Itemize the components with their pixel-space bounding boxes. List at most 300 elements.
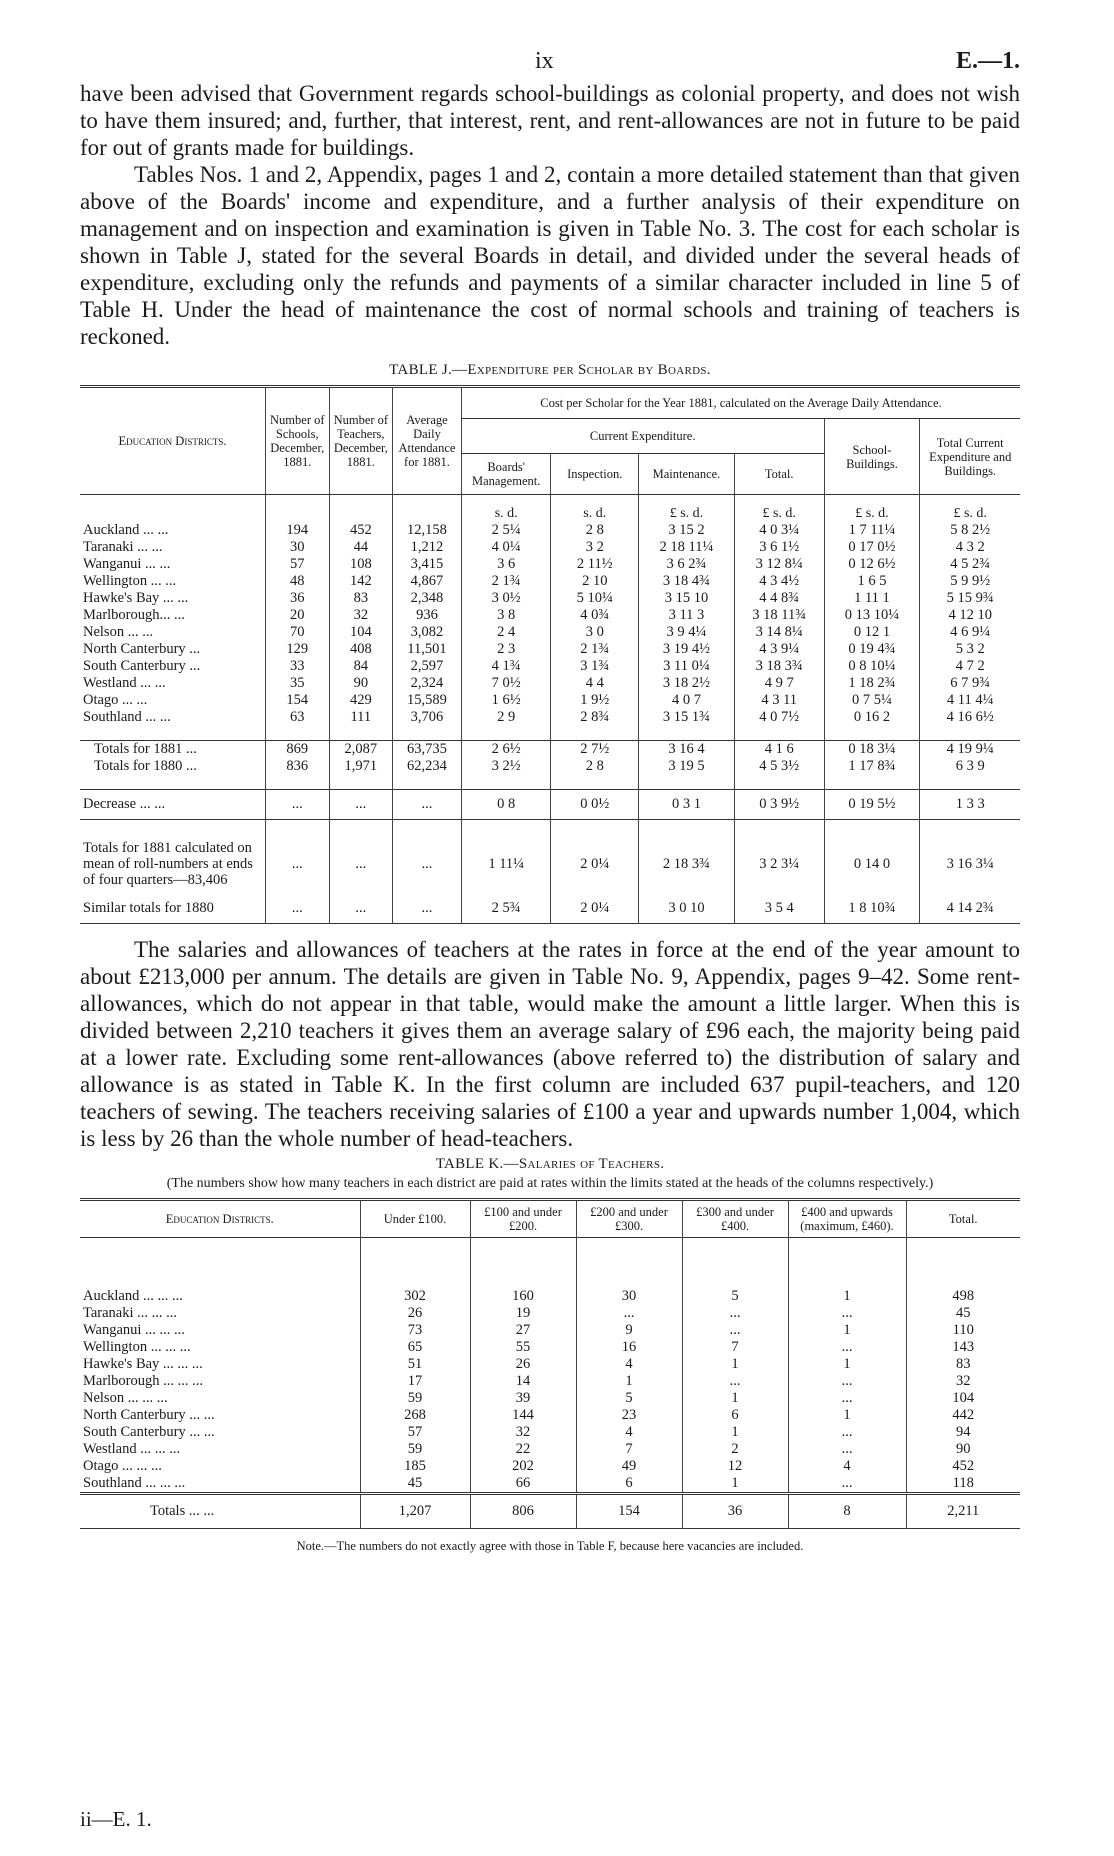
- cell-total: 90: [906, 1441, 1020, 1458]
- table-j-header-teachers: Number of Teachers, December, 1881.: [329, 387, 393, 495]
- cell-boards: 2 9: [461, 709, 551, 726]
- spacer-cell: [576, 1238, 682, 1289]
- cell-total: 0 3 9½: [734, 790, 824, 820]
- cell-c300: 36: [682, 1494, 788, 1529]
- cell-c300: 6: [682, 1407, 788, 1424]
- table-j: [80, 385, 1020, 924]
- cell-teachers: 104: [329, 624, 393, 641]
- cell-attendance: 936: [393, 607, 462, 624]
- cell-teachers: ...: [329, 894, 393, 924]
- cell-total: 45: [906, 1305, 1020, 1322]
- table-k-header-total: Total.: [906, 1200, 1020, 1238]
- cell-teachers: 2,087: [329, 741, 393, 759]
- district-name: Hawke's Bay ... ...: [83, 590, 189, 606]
- table-k-row: [80, 1322, 1020, 1339]
- cell-u100: 57: [360, 1424, 470, 1441]
- district-name: Wellington ... ... ...: [83, 1339, 191, 1355]
- cell-u100: 59: [360, 1390, 470, 1407]
- cell-schools: ...: [266, 894, 330, 924]
- cell-maintenance: 2 18 3¾: [639, 834, 735, 894]
- cell-buildings: 0 8 10¼: [824, 658, 920, 675]
- cell-grand: 6 7 9¾: [920, 675, 1020, 692]
- spacer-cell: [266, 726, 330, 741]
- table-k-header-200-300: £200 and under £300.: [576, 1200, 682, 1238]
- cell-c300: ...: [682, 1305, 788, 1322]
- cell-c200: 4: [576, 1424, 682, 1441]
- table-j-header-total-current: Total Current Expenditure and Buildings.: [920, 419, 1020, 495]
- cell-inspection: 1 9½: [551, 692, 639, 709]
- table-j-units-blank: [266, 495, 330, 523]
- district-name: Westland ... ...: [83, 675, 166, 691]
- cell-c300: 1: [682, 1390, 788, 1407]
- cell-maintenance: 3 0 10: [639, 894, 735, 924]
- cell-c400: ...: [788, 1390, 906, 1407]
- cell-total: 83: [906, 1356, 1020, 1373]
- table-j-row: [80, 624, 1020, 641]
- table-j-row: [80, 607, 1020, 624]
- cell-total: 4 4 8¾: [734, 590, 824, 607]
- cell-total: 4 3 4½: [734, 573, 824, 590]
- cell-total: 442: [906, 1407, 1020, 1424]
- spacer-cell: [824, 775, 920, 790]
- district-name: Auckland ... ...: [83, 522, 169, 538]
- cell-c400: 4: [788, 1458, 906, 1475]
- cell-u100: 185: [360, 1458, 470, 1475]
- cell-c300: 1: [682, 1475, 788, 1494]
- table-k-body: [80, 1238, 1020, 1529]
- cell-inspection: 3 1¾: [551, 658, 639, 675]
- district-name: Totals for 1881 ...: [94, 741, 197, 757]
- spacer-cell: [360, 1238, 470, 1289]
- table-k-row: [80, 1390, 1020, 1407]
- cell-inspection: 2 8: [551, 522, 639, 539]
- cell-boards: 2 4: [461, 624, 551, 641]
- district-name: North Canterbury ...: [83, 641, 201, 657]
- table-j-row: [80, 539, 1020, 556]
- table-j-units-blank: [80, 495, 266, 523]
- district-name: Taranaki ... ...: [83, 539, 163, 555]
- table-j-row: [80, 675, 1020, 692]
- district-name: Southland ... ...: [83, 709, 171, 725]
- table-k-header-under100: Under £100.: [360, 1200, 470, 1238]
- cell-teachers: 408: [329, 641, 393, 658]
- district-name: Westland ... ... ...: [83, 1441, 181, 1457]
- table-k-row: [80, 1288, 1020, 1305]
- cell-c200: 5: [576, 1390, 682, 1407]
- cell-u100: 268: [360, 1407, 470, 1424]
- cell-total: 104: [906, 1390, 1020, 1407]
- cell-c100: 55: [470, 1339, 576, 1356]
- cell-c300: 2: [682, 1441, 788, 1458]
- cell-u100: 26: [360, 1305, 470, 1322]
- cell-c300: 1: [682, 1356, 788, 1373]
- cell-buildings: 1 17 8¾: [824, 758, 920, 775]
- spacer-cell: [80, 1238, 360, 1289]
- cell-c100: 22: [470, 1441, 576, 1458]
- cell-total: 4 9 7: [734, 675, 824, 692]
- cell-inspection: 2 1¾: [551, 641, 639, 658]
- cell-maintenance: 3 18 4¾: [639, 573, 735, 590]
- cell-buildings: 1 6 5: [824, 573, 920, 590]
- cell-buildings: 0 12 6½: [824, 556, 920, 573]
- cell-teachers: 32: [329, 607, 393, 624]
- cell-c100: 39: [470, 1390, 576, 1407]
- cell-attendance: 4,867: [393, 573, 462, 590]
- cell-boards: 2 5¼: [461, 522, 551, 539]
- cell-maintenance: 2 18 11¼: [639, 539, 735, 556]
- cell-boards: 3 2½: [461, 758, 551, 775]
- table-j-unit-label: £ s. d.: [734, 495, 824, 523]
- cell-attendance: 15,589: [393, 692, 462, 709]
- cell-total: 3 6 1½: [734, 539, 824, 556]
- cell-boards: 1 6½: [461, 692, 551, 709]
- cell-maintenance: 3 15 2: [639, 522, 735, 539]
- intro-paragraph: have been advised that Government regards school-buildings as colonial property, and does not wish to have them insured; and, further, that interest, rent, and rent-allowances are not in future to be paid for out of grants made for buildings.: [80, 81, 1020, 160]
- spacer-cell: [551, 820, 639, 835]
- page-number: ix: [535, 48, 554, 74]
- table-j-caption-title: Expenditure per Scholar by Boards.: [467, 362, 711, 378]
- cell-total: 32: [906, 1373, 1020, 1390]
- spacer-cell: [920, 726, 1020, 741]
- cell-inspection: 2 7½: [551, 741, 639, 759]
- cell-buildings: 1 18 2¾: [824, 675, 920, 692]
- cell-teachers: 44: [329, 539, 393, 556]
- cell-total: 3 12 8¼: [734, 556, 824, 573]
- cell-grand: 4 5 2¾: [920, 556, 1020, 573]
- cell-maintenance: 4 0 7: [639, 692, 735, 709]
- table-j-header-boards: Boards' Management.: [461, 454, 551, 495]
- cell-grand: 4 6 9¼: [920, 624, 1020, 641]
- spacer-cell: [461, 726, 551, 741]
- table-k-header-400-up: £400 and upwards (maximum, £460).: [788, 1200, 906, 1238]
- cell-buildings: 0 19 4¾: [824, 641, 920, 658]
- cell-buildings: 0 17 0½: [824, 539, 920, 556]
- cell-schools: 48: [266, 573, 330, 590]
- table-j-caption-prefix: TABLE J.—: [389, 362, 468, 378]
- cell-inspection: 2 8¾: [551, 709, 639, 726]
- cell-schools: 63: [266, 709, 330, 726]
- table-j-row: [80, 573, 1020, 590]
- cell-c200: 9: [576, 1322, 682, 1339]
- district-name: North Canterbury ... ...: [83, 1407, 215, 1423]
- cell-grand: 4 12 10: [920, 607, 1020, 624]
- district-name: Southland ... ... ...: [83, 1475, 186, 1491]
- cell-schools: 154: [266, 692, 330, 709]
- district-name: Wanganui ... ...: [83, 556, 171, 572]
- cell-buildings: 0 12 1: [824, 624, 920, 641]
- cell-attendance: ...: [393, 894, 462, 924]
- cell-total: 4 5 3½: [734, 758, 824, 775]
- cell-schools: 30: [266, 539, 330, 556]
- cell-maintenance: 3 19 5: [639, 758, 735, 775]
- table-j-row: [80, 709, 1020, 726]
- cell-maintenance: 3 11 3: [639, 607, 735, 624]
- table-j-spacer: [80, 726, 1020, 741]
- spacer-cell: [470, 1238, 576, 1289]
- cell-total: 110: [906, 1322, 1020, 1339]
- table-j-unit-label: £ s. d.: [920, 495, 1020, 523]
- cell-total: 94: [906, 1424, 1020, 1441]
- cell-buildings: 1 11 1: [824, 590, 920, 607]
- cell-inspection: 3 0: [551, 624, 639, 641]
- cell-schools: ...: [266, 834, 330, 894]
- cell-c300: 7: [682, 1339, 788, 1356]
- spacer-cell: [734, 726, 824, 741]
- table-j-unit-label: s. d.: [461, 495, 551, 523]
- cell-c300: 12: [682, 1458, 788, 1475]
- cell-inspection: 2 11½: [551, 556, 639, 573]
- spacer-cell: [788, 1238, 906, 1289]
- table-j-units-blank: [329, 495, 393, 523]
- cell-schools: 20: [266, 607, 330, 624]
- cell-c200: 6: [576, 1475, 682, 1494]
- cell-boards: 7 0½: [461, 675, 551, 692]
- cell-inspection: 4 4: [551, 675, 639, 692]
- cell-u100: 45: [360, 1475, 470, 1494]
- cell-schools: 869: [266, 741, 330, 759]
- district-name: Hawke's Bay ... ... ...: [83, 1356, 203, 1372]
- cell-maintenance: 3 11 0¼: [639, 658, 735, 675]
- cell-schools: 836: [266, 758, 330, 775]
- cell-grand: 5 8 2½: [920, 522, 1020, 539]
- cell-maintenance: 3 18 2½: [639, 675, 735, 692]
- table-k-spacer: [80, 1238, 1020, 1289]
- table-k-row: [80, 1356, 1020, 1373]
- table-j-row: [80, 658, 1020, 675]
- table-k-row: [80, 1407, 1020, 1424]
- cell-total: 4 3 9¼: [734, 641, 824, 658]
- cell-teachers: 1,971: [329, 758, 393, 775]
- cell-u100: 17: [360, 1373, 470, 1390]
- cell-maintenance: 3 16 4: [639, 741, 735, 759]
- table-j-header-total: Total.: [734, 454, 824, 495]
- cell-grand: 4 14 2¾: [920, 894, 1020, 924]
- table-k-row: [80, 1339, 1020, 1356]
- table-j-units-row: [80, 495, 1020, 523]
- cell-c400: ...: [788, 1339, 906, 1356]
- table-j-header-attendance: Average Daily Attendance for 1881.: [393, 387, 462, 495]
- table-j-header-districts: Education Districts.: [80, 387, 266, 495]
- cell-total: 4 0 3¼: [734, 522, 824, 539]
- table-k-caption: [80, 1156, 1020, 1173]
- table-j-header-schools: Number of Schools, December, 1881.: [266, 387, 330, 495]
- table-k-totals-row: [80, 1494, 1020, 1529]
- table-j-row: [80, 692, 1020, 709]
- cell-teachers: ...: [329, 834, 393, 894]
- table-k-caption-prefix: TABLE K.—: [435, 1156, 519, 1172]
- spacer-cell: [266, 775, 330, 790]
- cell-teachers: ...: [329, 790, 393, 820]
- spacer-cell: [80, 775, 266, 790]
- spacer-cell: [920, 775, 1020, 790]
- table-k-header-100-200: £100 and under £200.: [470, 1200, 576, 1238]
- cell-c100: 14: [470, 1373, 576, 1390]
- table-j-row: [80, 590, 1020, 607]
- district-name: Otago ... ...: [83, 692, 148, 708]
- cell-inspection: 3 2: [551, 539, 639, 556]
- table-j-totals-row: [80, 758, 1020, 775]
- district-name: Nelson ... ...: [83, 624, 154, 640]
- cell-boards: 4 0¼: [461, 539, 551, 556]
- district-name: South Canterbury ...: [83, 658, 201, 674]
- cell-c400: ...: [788, 1305, 906, 1322]
- table-j-row: [80, 556, 1020, 573]
- district-name: Similar totals for 1880: [83, 900, 214, 916]
- spacer-cell: [329, 726, 393, 741]
- cell-grand: 5 9 9½: [920, 573, 1020, 590]
- cell-teachers: 83: [329, 590, 393, 607]
- cell-inspection: 5 10¼: [551, 590, 639, 607]
- spacer-cell: [920, 820, 1020, 835]
- spacer-cell: [639, 775, 735, 790]
- cell-u100: 73: [360, 1322, 470, 1339]
- cell-attendance: 12,158: [393, 522, 462, 539]
- cell-c100: 19: [470, 1305, 576, 1322]
- cell-inspection: 2 8: [551, 758, 639, 775]
- cell-c400: ...: [788, 1424, 906, 1441]
- cell-buildings: 0 18 3¼: [824, 741, 920, 759]
- cell-c300: ...: [682, 1322, 788, 1339]
- table-j-decrease-row: [80, 790, 1020, 820]
- cell-c200: ...: [576, 1305, 682, 1322]
- cell-grand: 6 3 9: [920, 758, 1020, 775]
- cell-attendance: 1,212: [393, 539, 462, 556]
- spacer-cell: [329, 775, 393, 790]
- cell-inspection: 2 0¼: [551, 834, 639, 894]
- cell-buildings: 0 7 5¼: [824, 692, 920, 709]
- table-k-row: [80, 1458, 1020, 1475]
- page-footer-signature: ii—E. 1.: [80, 1807, 152, 1831]
- cell-inspection: 0 0½: [551, 790, 639, 820]
- table-k-footnote: Note.—The numbers do not exactly agree with those in Table F, because here vacancies are included.: [296, 1539, 804, 1553]
- cell-grand: 1 3 3: [920, 790, 1020, 820]
- cell-u100: 302: [360, 1288, 470, 1305]
- cell-c400: 8: [788, 1494, 906, 1529]
- table-j-caption: [80, 362, 1020, 379]
- cell-c400: 1: [788, 1356, 906, 1373]
- cell-c200: 7: [576, 1441, 682, 1458]
- spacer-cell: [551, 775, 639, 790]
- cell-c200: 23: [576, 1407, 682, 1424]
- cell-c400: ...: [788, 1475, 906, 1494]
- cell-boards: 3 6: [461, 556, 551, 573]
- cell-buildings: 0 14 0: [824, 834, 920, 894]
- table-k-row: [80, 1475, 1020, 1494]
- table-j-row: [80, 522, 1020, 539]
- cell-inspection: 2 10: [551, 573, 639, 590]
- spacer-cell: [80, 726, 266, 741]
- cell-attendance: 3,706: [393, 709, 462, 726]
- cell-total: 2,211: [906, 1494, 1020, 1529]
- cell-attendance: 3,415: [393, 556, 462, 573]
- cell-grand: 3 16 3¼: [920, 834, 1020, 894]
- table-j-row: [80, 641, 1020, 658]
- table-j-body: [80, 495, 1020, 924]
- cell-buildings: 0 13 10¼: [824, 607, 920, 624]
- district-name: Marlborough... ...: [83, 607, 185, 623]
- cell-inspection: 2 0¼: [551, 894, 639, 924]
- cell-c200: 30: [576, 1288, 682, 1305]
- table-j-unit-label: £ s. d.: [824, 495, 920, 523]
- table-k-row: [80, 1424, 1020, 1441]
- cell-attendance: 63,735: [393, 741, 462, 759]
- table-j-units-blank: [393, 495, 462, 523]
- table-j-unit-label: s. d.: [551, 495, 639, 523]
- table-k-row: [80, 1441, 1020, 1458]
- cell-c200: 16: [576, 1339, 682, 1356]
- spacer-cell: [824, 820, 920, 835]
- spacer-cell: [551, 726, 639, 741]
- cell-c100: 66: [470, 1475, 576, 1494]
- cell-u100: 59: [360, 1441, 470, 1458]
- table-k-header-300-400: £300 and under £400.: [682, 1200, 788, 1238]
- cell-maintenance: 3 9 4¼: [639, 624, 735, 641]
- cell-c400: 1: [788, 1288, 906, 1305]
- cell-teachers: 90: [329, 675, 393, 692]
- cell-grand: 4 7 2: [920, 658, 1020, 675]
- spacer-cell: [639, 726, 735, 741]
- cell-teachers: 111: [329, 709, 393, 726]
- document-reference: E.—1.: [955, 48, 1020, 74]
- cell-teachers: 429: [329, 692, 393, 709]
- cell-teachers: 84: [329, 658, 393, 675]
- cell-total: 4 3 11: [734, 692, 824, 709]
- cell-attendance: 3,082: [393, 624, 462, 641]
- cell-attendance: 2,324: [393, 675, 462, 692]
- cell-c100: 806: [470, 1494, 576, 1529]
- cell-grand: 4 3 2: [920, 539, 1020, 556]
- table-j-totals-row: [80, 741, 1020, 759]
- district-name: Wellington ... ...: [83, 573, 177, 589]
- cell-maintenance: 0 3 1: [639, 790, 735, 820]
- cell-buildings: 0 19 5½: [824, 790, 920, 820]
- table-j-mean-row: [80, 894, 1020, 924]
- cell-grand: 4 19 9¼: [920, 741, 1020, 759]
- cell-schools: 33: [266, 658, 330, 675]
- cell-boards: 0 8: [461, 790, 551, 820]
- district-name: Totals for 1880 ...: [94, 758, 197, 774]
- cell-c200: 154: [576, 1494, 682, 1529]
- cell-grand: 5 3 2: [920, 641, 1020, 658]
- table-j-header-cost-group: Cost per Scholar for the Year 1881, calculated on the Average Daily Attendance.: [461, 387, 1020, 419]
- cell-maintenance: 3 15 10: [639, 590, 735, 607]
- cell-total: 4 0 7½: [734, 709, 824, 726]
- cell-c100: 160: [470, 1288, 576, 1305]
- spacer-cell: [393, 775, 462, 790]
- spacer-cell: [734, 820, 824, 835]
- cell-boards: 3 8: [461, 607, 551, 624]
- totals-label: Totals ... ...: [150, 1503, 215, 1519]
- district-name: Auckland ... ... ...: [83, 1288, 183, 1304]
- cell-attendance: 2,348: [393, 590, 462, 607]
- cell-inspection: 4 0¾: [551, 607, 639, 624]
- cell-maintenance: 3 15 1¾: [639, 709, 735, 726]
- cell-teachers: 108: [329, 556, 393, 573]
- district-name: Wanganui ... ... ...: [83, 1322, 185, 1338]
- district-name: Totals for 1881 calculated on mean of roll-numbers at ends of four quarters—83,406: [83, 840, 253, 888]
- spacer-cell: [393, 726, 462, 741]
- page-header: [80, 40, 1020, 80]
- cell-grand: 4 11 4¼: [920, 692, 1020, 709]
- cell-boards: 2 5¾: [461, 894, 551, 924]
- cell-maintenance: 3 6 2¾: [639, 556, 735, 573]
- table-j-header-maintenance: Maintenance.: [639, 454, 735, 495]
- cell-schools: 57: [266, 556, 330, 573]
- spacer-cell: [266, 820, 330, 835]
- spacer-cell: [393, 820, 462, 835]
- table-j-mean-row: [80, 834, 1020, 894]
- district-name: Otago ... ... ...: [83, 1458, 162, 1474]
